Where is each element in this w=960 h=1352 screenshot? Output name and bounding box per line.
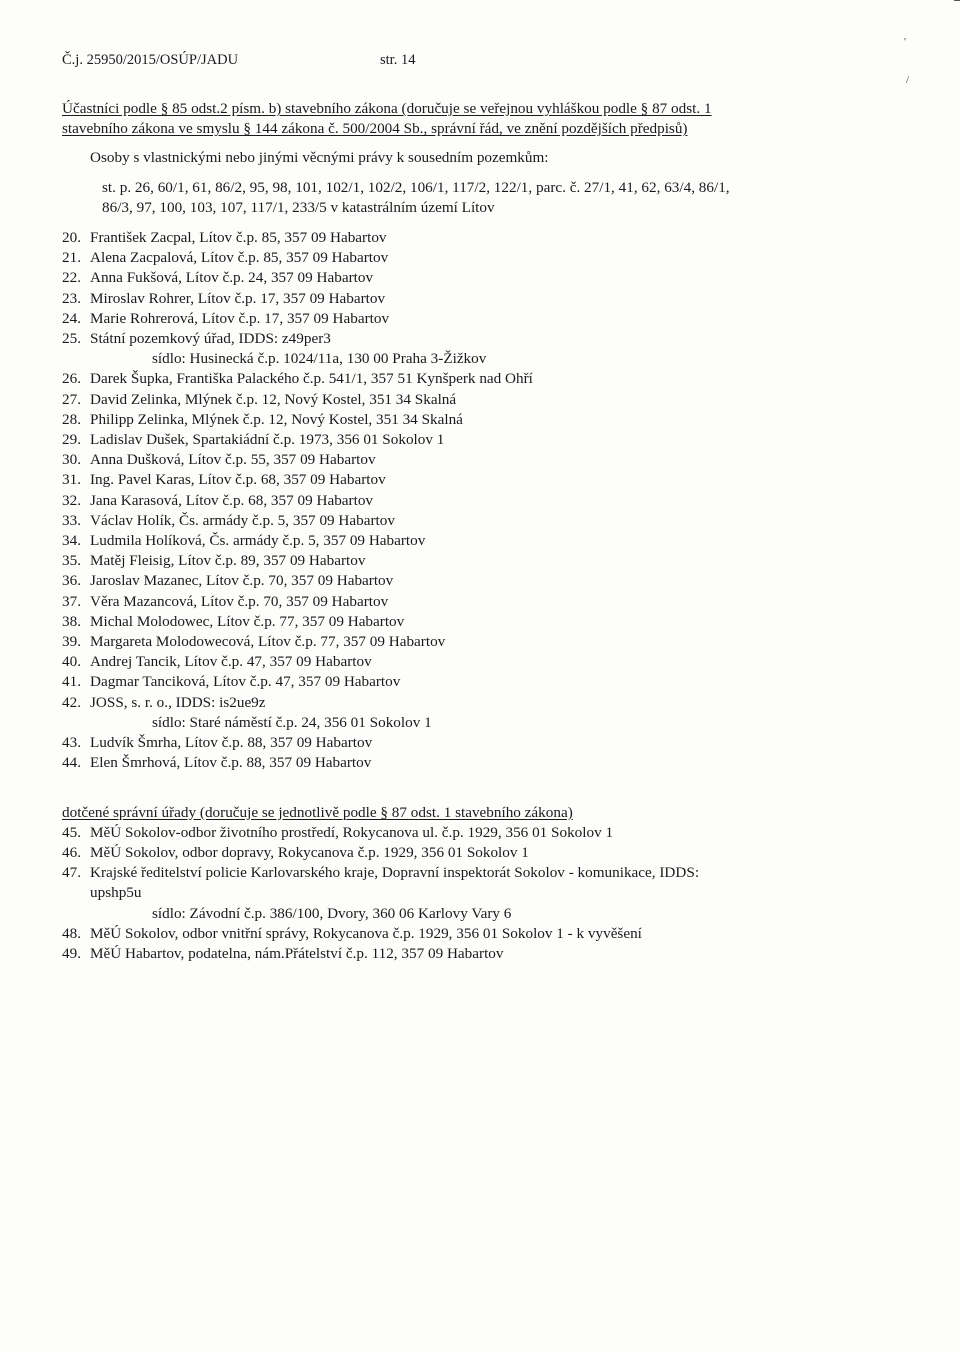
document-body [62,99,918,964]
item-text: Státní pozemkový úřad, IDDS: z49per3 [90,330,331,348]
item-number: 22. [62,269,81,287]
list-item [62,612,918,632]
section-heading-participants-cont: stavebního zákona ve smyslu § 144 zákona č. 500/2004 Sb., správní řád, ve znění pozdějších předpisů) [62,120,688,138]
item-text: Anna Dušková, Lítov č.p. 55, 357 09 Habartov [90,451,376,469]
list-item [62,632,918,652]
item-number: 43. [62,734,81,752]
item-number: 49. [62,944,81,962]
scan-speck: ' [904,36,906,48]
item-text: Anna Fukšová, Lítov č.p. 24, 357 09 Habartov [90,269,374,287]
document-reference: Č.j. 25950/2015/OSÚP/JADU [62,52,239,68]
list-item [62,228,918,248]
item-number: 40. [62,653,81,671]
item-number: 29. [62,431,81,449]
list-item [62,491,918,511]
item-text: Ludmila Holíková, Čs. armády č.p. 5, 357 09 Habartov [90,532,426,550]
item-text: Jaroslav Mazanec, Lítov č.p. 70, 357 09 Habartov [90,572,394,590]
list-item [62,268,918,288]
item-text: MěÚ Sokolov, odbor dopravy, Rokycanova č.p. 1929, 356 01 Sokolov 1 [90,843,529,861]
item-seat-address: sídlo: Husinecká č.p. 1024/11a, 130 00 Praha 3-Žižkov [152,350,487,368]
item-text: Matěj Fleisig, Lítov č.p. 89, 357 09 Habartov [90,552,366,570]
item-number: 47. [62,864,81,882]
item-number: 46. [62,843,81,861]
item-text: František Zacpal, Lítov č.p. 85, 357 09 Habartov [90,229,387,247]
item-text: Věra Mazancová, Lítov č.p. 70, 357 09 Habartov [90,592,389,610]
item-text: Darek Šupka, Františka Palackého č.p. 541/1, 357 51 Kynšperk nad Ohří [90,370,533,388]
item-text: Elen Šmrhová, Lítov č.p. 88, 357 09 Habartov [90,754,372,772]
item-number: 32. [62,491,81,509]
list-item [62,450,918,470]
item-text: Ladislav Dušek, Spartakiádní č.p. 1973, 356 01 Sokolov 1 [90,431,445,449]
section-heading-authorities: dotčené správní úřady (doručuje se jednotlivě podle § 87 odst. 1 stavebního zákona) [62,803,573,821]
item-text: Dagmar Tanciková, Lítov č.p. 47, 357 09 Habartov [90,673,401,691]
item-text: Margareta Molodowecová, Lítov č.p. 77, 357 09 Habartov [90,633,446,651]
list-item [62,531,918,551]
list-item [62,823,918,843]
scan-edge-mark [954,0,960,11]
item-number: 35. [62,552,81,570]
list-item [62,672,918,692]
item-number: 44. [62,754,81,772]
item-number: 30. [62,451,81,469]
list-item [62,693,918,713]
participants-list [62,228,918,773]
page-number: str. 14 [380,52,416,68]
list-item [62,592,918,612]
item-text: Miroslav Rohrer, Lítov č.p. 17, 357 09 Habartov [90,289,386,307]
item-text: Jana Karasová, Lítov č.p. 68, 357 09 Habartov [90,491,374,509]
item-text: Ludvík Šmrha, Lítov č.p. 88, 357 09 Habartov [90,734,373,752]
item-number: 36. [62,572,81,590]
item-number: 31. [62,471,81,489]
list-item [62,652,918,672]
list-item [62,863,918,883]
list-item [62,430,918,450]
list-item [62,753,918,773]
list-item [62,511,918,531]
item-number: 20. [62,229,81,247]
item-text: MěÚ Sokolov-odbor životního prostředí, Rokycanova ul. č.p. 1929, 356 01 Sokolov 1 [90,823,614,841]
item-text: Václav Holík, Čs. armády č.p. 5, 357 09 Habartov [90,511,395,529]
item-text: Alena Zacpalová, Lítov č.p. 85, 357 09 Habartov [90,249,389,267]
item-number: 34. [62,532,81,550]
item-text: Marie Rohrerová, Lítov č.p. 17, 357 09 Habartov [90,309,390,327]
list-item [62,944,918,964]
item-text: Philipp Zelinka, Mlýnek č.p. 12, Nový Kostel, 351 34 Skalná [90,410,463,428]
item-text: Michal Molodowec, Lítov č.p. 77, 357 09 Habartov [90,612,405,630]
list-item [62,390,918,410]
item-number: 33. [62,511,81,529]
list-item [62,733,918,753]
item-text-cont: upshp5u [90,884,142,902]
section-heading-participants: Účastníci podle § 85 odst.2 písm. b) stavebního zákona (doručuje se veřejnou vyhláškou podle § 87 odst. 1 [62,100,712,117]
item-text: Krajské ředitelství policie Karlovarského kraje, Dopravní inspektorát Sokolov - komunikace, IDDS: [90,864,700,882]
item-text: MěÚ Sokolov, odbor vnitřní správy, Rokycanova č.p. 1929, 356 01 Sokolov 1 - k vyvěšení [90,924,642,942]
parcel-list-cont: 86/3, 97, 100, 103, 107, 117/1, 233/5 v katastrálním území Lítov [102,198,495,216]
item-number: 24. [62,309,81,327]
item-number: 27. [62,390,81,408]
item-number: 48. [62,924,81,942]
item-number: 41. [62,673,81,691]
item-text: Andrej Tancik, Lítov č.p. 47, 357 09 Habartov [90,653,372,671]
item-seat-address: sídlo: Staré náměstí č.p. 24, 356 01 Sokolov 1 [152,713,432,731]
neighbours-intro: Osoby s vlastnickými nebo jinými věcnými právy k sousedním pozemkům: [90,149,549,167]
list-item [62,551,918,571]
list-item [62,248,918,268]
item-number: 42. [62,693,81,711]
item-text: MěÚ Habartov, podatelna, nám.Přátelství č.p. 112, 357 09 Habartov [90,944,504,962]
parcel-list: st. p. 26, 60/1, 61, 86/2, 95, 98, 101, 102/1, 102/2, 106/1, 117/2, 122/1, parc. č. 27/1, 41, 62, 63/4, 86/1, [102,178,730,196]
list-item [62,843,918,863]
item-number: 45. [62,823,81,841]
list-item [62,369,918,389]
list-item [62,571,918,591]
item-text: David Zelinka, Mlýnek č.p. 12, Nový Kostel, 351 34 Skalná [90,390,457,408]
item-text: JOSS, s. r. o., IDDS: is2ue9z [90,693,266,711]
item-number: 39. [62,633,81,651]
item-number: 21. [62,249,81,267]
list-item [62,410,918,430]
item-number: 25. [62,330,81,348]
list-item [62,309,918,329]
item-number: 38. [62,612,81,630]
list-item [62,924,918,944]
list-item [62,329,918,349]
item-number: 28. [62,410,81,428]
authorities-list [62,823,918,964]
list-item [62,289,918,309]
item-number: 37. [62,592,81,610]
item-number: 23. [62,289,81,307]
item-text: Ing. Pavel Karas, Lítov č.p. 68, 357 09 Habartov [90,471,386,489]
scan-speck: / [906,74,910,86]
item-number: 26. [62,370,81,388]
item-seat-address: sídlo: Závodní č.p. 386/100, Dvory, 360 06 Karlovy Vary 6 [152,904,512,922]
list-item [62,470,918,490]
